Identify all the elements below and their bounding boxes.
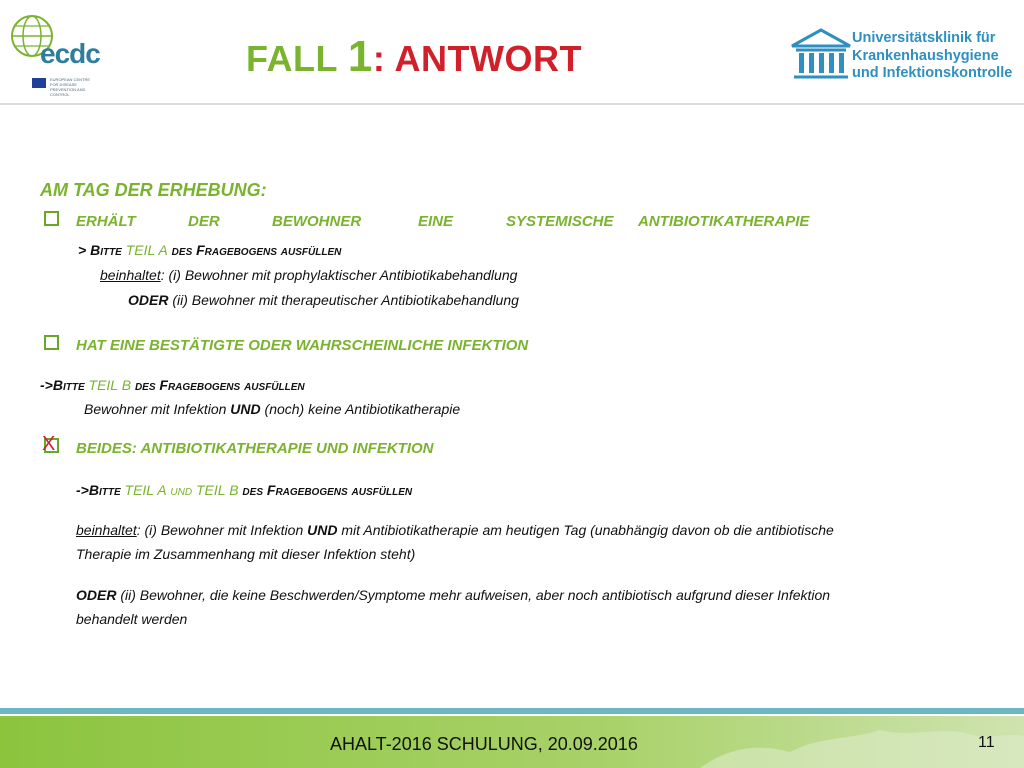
option-3-checkmark: X <box>42 433 56 455</box>
ecdc-logo-text: ecdc <box>40 38 100 69</box>
footer-stripe <box>0 708 1024 714</box>
page-title <box>246 32 582 82</box>
opt1-word-3: BEWOHNER <box>272 213 362 230</box>
europe-map-watermark <box>640 716 1024 768</box>
includes-text: : (i) Bewohner mit prophylaktischer Antibiotikabehandlung <box>160 267 518 283</box>
slide-header <box>0 0 1024 100</box>
ecdc-subtext: EUROPEAN CENTRE FOR DISEASE PREVENTION AND CONTROL <box>50 77 91 97</box>
slide-content <box>0 105 1024 705</box>
opt1-word-1: ERHÄLT <box>76 213 136 230</box>
option-1-oder <box>128 292 519 308</box>
includes-a: : (i) Bewohner mit Infektion <box>136 522 308 538</box>
title-number: 1 <box>347 32 373 81</box>
page-number: 11 <box>978 734 995 751</box>
title-antwort: : ANTWORT <box>372 38 582 79</box>
option-3-includes-cont: Therapie im Zusammenhang mit dieser Infektion steht) <box>76 546 416 562</box>
ecdc-logo <box>8 10 100 97</box>
oder-label: ODER <box>76 587 117 603</box>
opt1-word-5: SYSTEMISCHE <box>506 213 614 230</box>
instr-arrow: -> <box>40 377 53 393</box>
option-3-includes <box>76 522 834 538</box>
opt1-word-6: ANTIBIOTIKATHERAPIE <box>638 213 810 230</box>
oder-text: (ii) Bewohner mit therapeutischer Antibiotikabehandlung <box>168 292 519 308</box>
option-3-label: BEIDES: ANTIBIOTIKATHERAPIE UND INFEKTION <box>76 440 434 457</box>
opt1-word-4: EINE <box>418 213 454 230</box>
eu-flag-icon <box>32 78 46 88</box>
option-3-oder <box>76 587 830 603</box>
instr-teil-a: TEIL A <box>125 242 168 258</box>
oder-label: ODER <box>128 292 169 308</box>
option-2-label: HAT EINE BESTÄTIGTE ODER WAHRSCHEINLICHE INFEKTION <box>76 337 529 354</box>
instr-teil-a: TEIL A <box>124 482 167 498</box>
option-2-instruction <box>40 377 305 393</box>
includes-b: mit Antibiotikatherapie am heutigen Tag (unabhängig davon ob die antibiotische <box>337 522 834 538</box>
instr-post: des Fragebogens ausfüllen <box>167 242 342 258</box>
instr-bitte: Bitte <box>90 242 126 258</box>
instr-arrow: -> <box>76 482 89 498</box>
instr-bitte: Bitte <box>88 482 125 498</box>
section-heading: AM TAG DER ERHEBUNG: <box>40 180 267 200</box>
option-2-detail <box>84 401 460 417</box>
title-fall: FALL <box>246 38 348 79</box>
instr-bitte: Bitte <box>52 377 89 393</box>
option-2-checkbox <box>44 335 59 350</box>
includes-und: UND <box>307 522 338 538</box>
detail-und: UND <box>230 401 261 417</box>
option-1-instruction <box>78 242 341 258</box>
detail-a: Bewohner mit Infektion <box>84 401 231 417</box>
instr-arrow: > <box>78 242 91 258</box>
option-1-includes <box>100 267 517 283</box>
uni-line-1: Universitätsklinik für <box>852 30 996 46</box>
detail-b: (noch) keine Antibiotikatherapie <box>260 401 461 417</box>
option-3-instruction <box>76 482 412 498</box>
instr-und: und <box>166 482 196 498</box>
option-1-checkbox <box>44 211 59 226</box>
includes-label: beinhaltet <box>100 267 161 283</box>
opt1-word-2: DER <box>188 213 220 230</box>
option-3-oder-cont: behandelt werden <box>76 611 188 627</box>
uni-line-3: und Infektionskontrolle <box>852 65 1013 81</box>
instr-teil-b: TEIL B <box>196 482 239 498</box>
instr-teil-b: TEIL B <box>88 377 132 393</box>
university-name <box>852 30 1012 83</box>
footer-event-text: AHALT-2016 SCHULUNG, 20.09.2016 <box>330 734 638 754</box>
oder-a: (ii) Bewohner, die keine Beschwerden/Symptome mehr aufweisen, aber noch antibiotisch aufgrund dieser Infektion <box>116 587 831 603</box>
includes-label: beinhaltet <box>76 522 137 538</box>
uni-line-2: Krankenhaushygiene <box>852 47 999 64</box>
instr-post: des Fragebogens ausfüllen <box>131 377 305 393</box>
university-building-icon <box>790 28 852 82</box>
instr-post: des Fragebogens ausfüllen <box>238 482 413 498</box>
